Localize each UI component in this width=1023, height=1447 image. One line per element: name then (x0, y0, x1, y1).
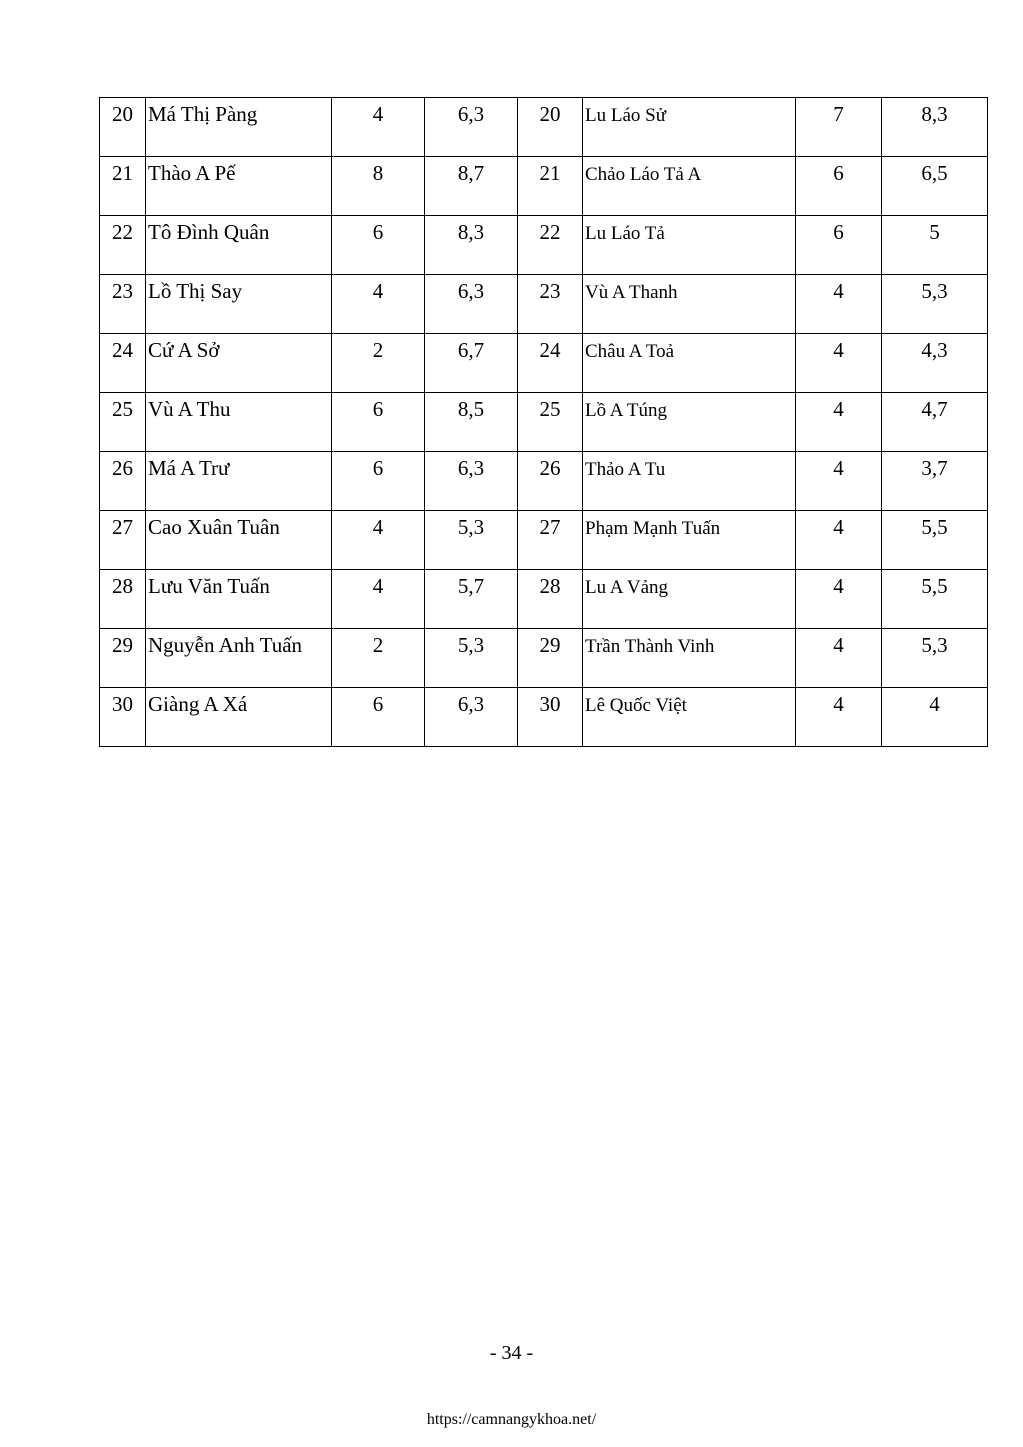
right-score-a: 6 (796, 157, 882, 216)
left-score-b: 8,7 (425, 157, 518, 216)
left-student-number: 24 (100, 334, 146, 393)
right-student-name: Lu Láo Sử (583, 98, 796, 157)
right-score-b: 5,3 (882, 629, 988, 688)
right-score-a: 7 (796, 98, 882, 157)
right-student-name: Trần Thành Vinh (583, 629, 796, 688)
left-score-a: 6 (332, 216, 425, 275)
left-score-a: 4 (332, 98, 425, 157)
right-score-b: 5,5 (882, 511, 988, 570)
right-score-a: 4 (796, 629, 882, 688)
left-score-a: 8 (332, 157, 425, 216)
left-student-name: Nguyễn Anh Tuấn (146, 629, 332, 688)
left-score-b: 8,5 (425, 393, 518, 452)
right-student-number: 22 (518, 216, 583, 275)
right-score-b: 3,7 (882, 452, 988, 511)
right-student-name: Thảo A Tu (583, 452, 796, 511)
right-score-a: 4 (796, 334, 882, 393)
right-student-name: Lu Láo Tả (583, 216, 796, 275)
table-row (100, 334, 988, 393)
scores-table-body (100, 98, 988, 747)
table-row (100, 216, 988, 275)
left-score-a: 6 (332, 452, 425, 511)
left-score-b: 6,7 (425, 334, 518, 393)
right-score-a: 4 (796, 393, 882, 452)
right-score-b: 5 (882, 216, 988, 275)
table-row (100, 570, 988, 629)
right-student-number: 21 (518, 157, 583, 216)
table-row (100, 98, 988, 157)
right-score-a: 4 (796, 275, 882, 334)
page-number: - 34 - (489, 1342, 534, 1364)
left-student-name: Lưu Văn Tuấn (146, 570, 332, 629)
right-student-number: 25 (518, 393, 583, 452)
table-row (100, 157, 988, 216)
table-row (100, 393, 988, 452)
left-student-number: 21 (100, 157, 146, 216)
left-student-name: Cứ A Sở (146, 334, 332, 393)
table-row (100, 688, 988, 747)
right-score-b: 5,3 (882, 275, 988, 334)
table-row (100, 511, 988, 570)
right-student-name: Vù A Thanh (583, 275, 796, 334)
left-score-b: 6,3 (425, 275, 518, 334)
left-score-b: 6,3 (425, 98, 518, 157)
right-score-a: 6 (796, 216, 882, 275)
left-student-name: Thào A Pế (146, 157, 332, 216)
right-student-name: Châu A Toả (583, 334, 796, 393)
left-student-number: 28 (100, 570, 146, 629)
left-score-b: 6,3 (425, 452, 518, 511)
right-student-number: 23 (518, 275, 583, 334)
left-score-b: 5,3 (425, 629, 518, 688)
left-student-number: 22 (100, 216, 146, 275)
left-score-a: 4 (332, 275, 425, 334)
left-score-b: 8,3 (425, 216, 518, 275)
left-student-number: 26 (100, 452, 146, 511)
left-student-name: Vù A Thu (146, 393, 332, 452)
right-score-b: 6,5 (882, 157, 988, 216)
left-student-name: Má A Trư (146, 452, 332, 511)
left-student-number: 27 (100, 511, 146, 570)
right-student-name: Phạm Mạnh Tuấn (583, 511, 796, 570)
left-score-b: 6,3 (425, 688, 518, 747)
right-score-a: 4 (796, 452, 882, 511)
right-student-name: Lồ A Túng (583, 393, 796, 452)
right-score-b: 5,5 (882, 570, 988, 629)
right-student-number: 20 (518, 98, 583, 157)
right-student-number: 29 (518, 629, 583, 688)
left-score-b: 5,3 (425, 511, 518, 570)
right-score-b: 4,3 (882, 334, 988, 393)
left-student-name: Giàng A Xá (146, 688, 332, 747)
right-score-a: 4 (796, 511, 882, 570)
table-row (100, 452, 988, 511)
right-score-b: 4,7 (882, 393, 988, 452)
left-score-a: 2 (332, 334, 425, 393)
table-row (100, 629, 988, 688)
left-student-name: Cao Xuân Tuân (146, 511, 332, 570)
right-score-b: 8,3 (882, 98, 988, 157)
right-student-name: Lê Quốc Việt (583, 688, 796, 747)
left-score-a: 4 (332, 570, 425, 629)
left-student-number: 29 (100, 629, 146, 688)
left-student-number: 25 (100, 393, 146, 452)
left-score-a: 2 (332, 629, 425, 688)
right-student-number: 24 (518, 334, 583, 393)
left-score-b: 5,7 (425, 570, 518, 629)
right-student-number: 28 (518, 570, 583, 629)
left-student-number: 23 (100, 275, 146, 334)
right-student-name: Chảo Láo Tả A (583, 157, 796, 216)
footer-url: https://camnangykhoa.net/ (426, 1411, 597, 1428)
left-student-name: Má Thị Pàng (146, 98, 332, 157)
left-score-a: 6 (332, 688, 425, 747)
left-student-name: Lồ Thị Say (146, 275, 332, 334)
table-row (100, 275, 988, 334)
left-score-a: 6 (332, 393, 425, 452)
right-score-a: 4 (796, 688, 882, 747)
left-student-name: Tô Đình Quân (146, 216, 332, 275)
right-student-name: Lu A Vảng (583, 570, 796, 629)
left-student-number: 30 (100, 688, 146, 747)
right-score-b: 4 (882, 688, 988, 747)
scores-table (99, 97, 988, 747)
left-score-a: 4 (332, 511, 425, 570)
right-score-a: 4 (796, 570, 882, 629)
left-student-number: 20 (100, 98, 146, 157)
right-student-number: 26 (518, 452, 583, 511)
right-student-number: 27 (518, 511, 583, 570)
right-student-number: 30 (518, 688, 583, 747)
